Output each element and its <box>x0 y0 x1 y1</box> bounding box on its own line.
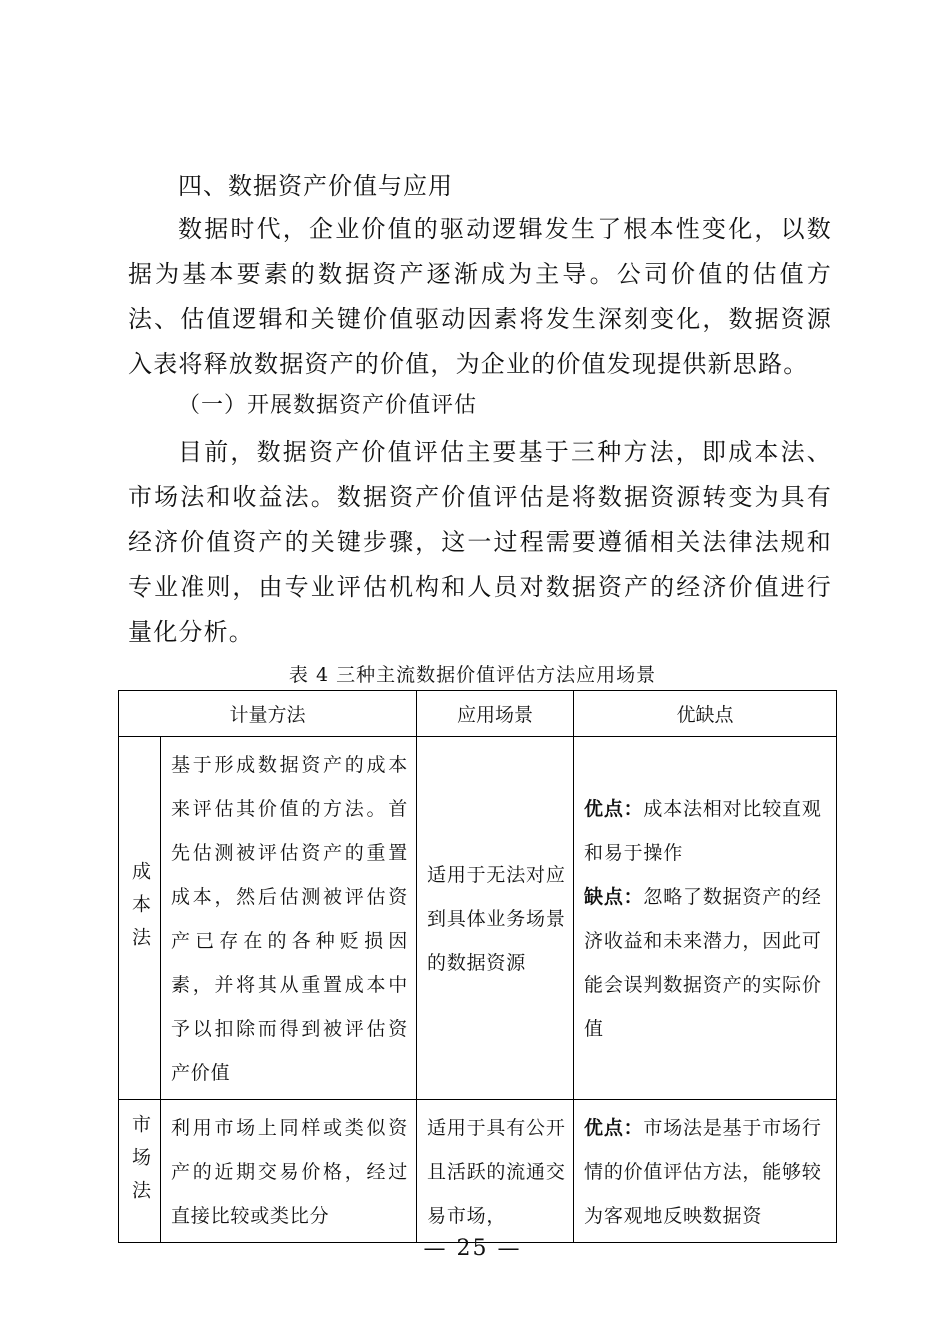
header-pros-cons: 优缺点 <box>574 691 837 737</box>
method-scene: 适用于具有公开且活跃的流通交易市场， <box>417 1100 574 1243</box>
method-scene: 适用于无法对应到具体业务场景的数据资源 <box>417 737 574 1100</box>
method-description: 利用市场上同样或类似资产的近期交易价格，经过直接比较或类比分 <box>161 1100 417 1243</box>
pros-line <box>584 1106 828 1238</box>
pros-text: 成本法相对比较直观和易于操作 <box>584 798 822 864</box>
cons-text: 忽略了数据资产的经济收益和未来潜力，因此可能会误判数据资产的实际价值 <box>584 886 822 1040</box>
page-number: — 25 — <box>423 1236 522 1261</box>
method-description: 基于形成数据资产的成本来评估其价值的方法。首先估测被评估资产的重置成本，然后估测被评估资产已存在的各种贬损因素，并将其从重置成本中予以扣除而得到被评估资产价值 <box>161 737 417 1100</box>
table-header-row <box>119 691 837 737</box>
table-caption: 表 4 三种主流数据价值评估方法应用场景 <box>288 664 657 686</box>
cons-line <box>584 875 828 1051</box>
sub-heading: （一）开展数据资产价值评估 <box>178 393 478 418</box>
table-row <box>119 1100 837 1243</box>
body-paragraph: 目前，数据资产价值评估主要基于三种方法，即成本法、市场法和收益法。数据资产价值评估是将数据资源转变为具有经济价值资产的关键步骤，这一过程需要遵循相关法律法规和专业准则，由专业评估机构和人员对数据资产的经济价值进行量化分析。 <box>128 438 832 646</box>
pros-label: 优点： <box>584 1117 644 1139</box>
cons-label: 缺点： <box>584 886 644 908</box>
header-scene: 应用场景 <box>417 691 574 737</box>
method-name-market <box>119 1100 161 1243</box>
pros-line <box>584 787 828 875</box>
method-name-cost <box>119 737 161 1100</box>
method-pros-cons <box>574 737 837 1100</box>
intro-paragraph: 数据时代，企业价值的驱动逻辑发生了根本性变化，以数据为基本要素的数据资产逐渐成为主导。公司价值的估值方法、估值逻辑和关键价值驱动因素将发生深刻变化，数据资源入表将释放数据资产的价值，为企业的价值发现提供新思路。 <box>128 215 832 378</box>
table-row <box>119 737 837 1100</box>
method-pros-cons <box>574 1100 837 1243</box>
method-name-text: 市场法 <box>129 1114 151 1213</box>
pros-text: 市场法是基于市场行情的价值评估方法，能够较为客观地反映数据资 <box>584 1117 822 1227</box>
section-heading: 四、数据资产价值与应用 <box>178 172 453 200</box>
pros-label: 优点： <box>584 798 644 820</box>
valuation-methods-table <box>118 690 837 1243</box>
header-method: 计量方法 <box>119 691 417 737</box>
method-name-text: 成本法 <box>129 861 151 960</box>
